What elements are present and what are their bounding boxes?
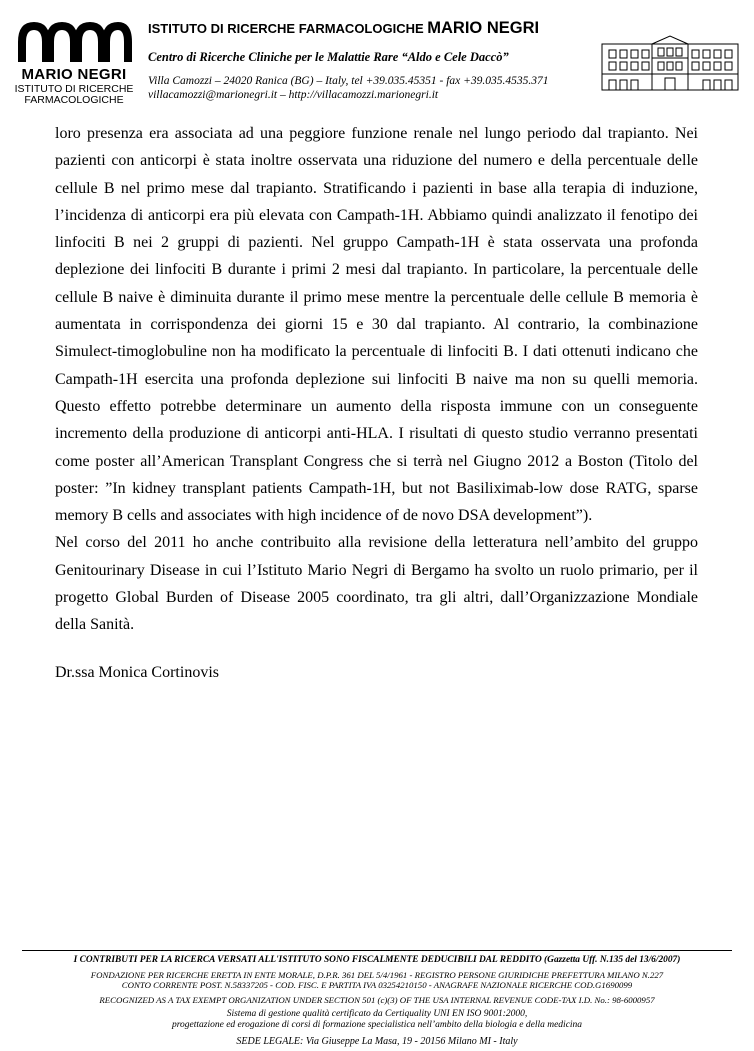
logo-subtitle-2: FARMACOLOGICHE	[24, 94, 124, 106]
institute-title-prefix: ISTITUTO DI RICERCHE FARMACOLOGICHE	[148, 21, 428, 36]
footer-line-6: progettazione ed erogazione di corsi di formazione specialistica nell’ambito della biologia e della medicina	[171, 1020, 583, 1030]
footer-divider	[22, 950, 732, 951]
body-paragraph-1: loro presenza era associata ad una peggiore funzione renale nel lungo periodo dal trapianto. Nei pazienti con anticorpi è stata inoltre osservata una riduzione del numero e della percentuale delle cellule B nel primo mese dal trapianto. Stratificando i pazienti in base alla terapia di induzione, l’incidenza di anticorpi era più elevata con Campath-1H. Abbiamo quindi analizzato il fenotipo dei linfociti B nei 2 gruppi di pazienti. Nel gruppo Campath-1H è stata osservata una profonda deplezione dei linfociti B durante i primi 2 mesi dal trapianto. In particolare, la percentuale delle cellule B naive è diminuita durante il primo mese mentre la percentuale delle cellule B memoria è aumentata in corrispondenza dei giorni 15 e 30 dal trapianto. Al contrario, la combinazione Simulect-timoglobuline non ha modificato la percentuale di linfociti B. I dati ottenuti indicano che Campath-1H esercita una profonda deplezione sui linfociti B naive ma non su quelli memoria. Questo effetto potrebbe determinare un aumento della risposta immune con un conseguente incremento della produzione di anticorpi anti-HLA. I risultati di questo studio verranno presentati come poster all’American Transplant Congress che si terrà nel Giugno 2012 a Boston (Titolo del poster: ”In kidney transplant patients Campath-1H, but not Basiliximab-low dose RATG, sparse memory B cells and associates with high incidence of de novo DSA development”).	[55, 125, 698, 525]
footer-line-7: SEDE LEGALE: Via Giuseppe La Masa, 19 - 20156 Milano MI - Italy	[236, 1036, 518, 1047]
footer-line-2: FONDAZIONE PER RICERCHE ERETTA IN ENTE MORALE, D.P.R. 361 DEL 5/4/1961 - REGISTRO PERSONE GIURIDICHE PREFETTURA MILANO N.227	[90, 970, 664, 980]
institute-logo	[14, 18, 134, 104]
footer-line-5: Sistema di gestione qualità certificato da Certiquality UNI EN ISO 9001:2000,	[226, 1009, 528, 1019]
institute-title-name: MARIO NEGRI	[427, 19, 540, 37]
footer-line-4: RECOGNIZED AS A TAX EXEMPT ORGANIZATION UNDER SECTION 501 (c)(3) OF THE USA INTERNAL REVENUE CODE-TAX I.D. No.: 98-6000957	[99, 995, 655, 1005]
footer-line-3: CONTO CORRENTE POST. N.58337205 - COD. FISC. E PARTITA IVA 03254210150 - ANAGRAFE NAZIONALE RICERCHE COD.G1690099	[121, 980, 633, 990]
address-line-2: villacamozzi@marionegri.it – http://villacamozzi.marionegri.it	[148, 89, 439, 101]
logo-mark-icon	[14, 18, 134, 66]
letter-body	[55, 120, 698, 639]
center-name: Centro di Ricerche Cliniche per le Malattie Rare “Aldo e Cele Daccò”	[148, 50, 509, 64]
address-line-1: Villa Camozzi – 24020 Ranica (BG) – Italy, tel +39.035.45351 - fax +39.035.4535.371	[148, 75, 549, 87]
logo-name: MARIO NEGRI	[21, 66, 127, 83]
logo-subtitle-1: ISTITUTO DI RICERCHE	[14, 83, 134, 95]
institute-title	[148, 19, 539, 38]
footer-line-1: I CONTRIBUTI PER LA RICERCA VERSATI ALL'ISTITUTO SONO FISCALMENTE DEDUCIBILI DAL REDDITO (Gazzetta Uff. N.135 del 13/6/2007)	[73, 955, 681, 965]
signature: Dr.ssa Monica Cortinovis	[55, 664, 219, 681]
villa-building-icon	[600, 30, 740, 92]
body-paragraph-2: Nel corso del 2011 ho anche contribuito alla revisione della letteratura nell’ambito del gruppo Genitourinary Disease in cui l’Istituto Mario Negri di Bergamo ha svolto un ruolo primario, per il progetto Global Burden of Disease 2005 coordinato, tra gli altri, dall’Organizzazione Mondiale della Sanità.	[55, 534, 698, 634]
